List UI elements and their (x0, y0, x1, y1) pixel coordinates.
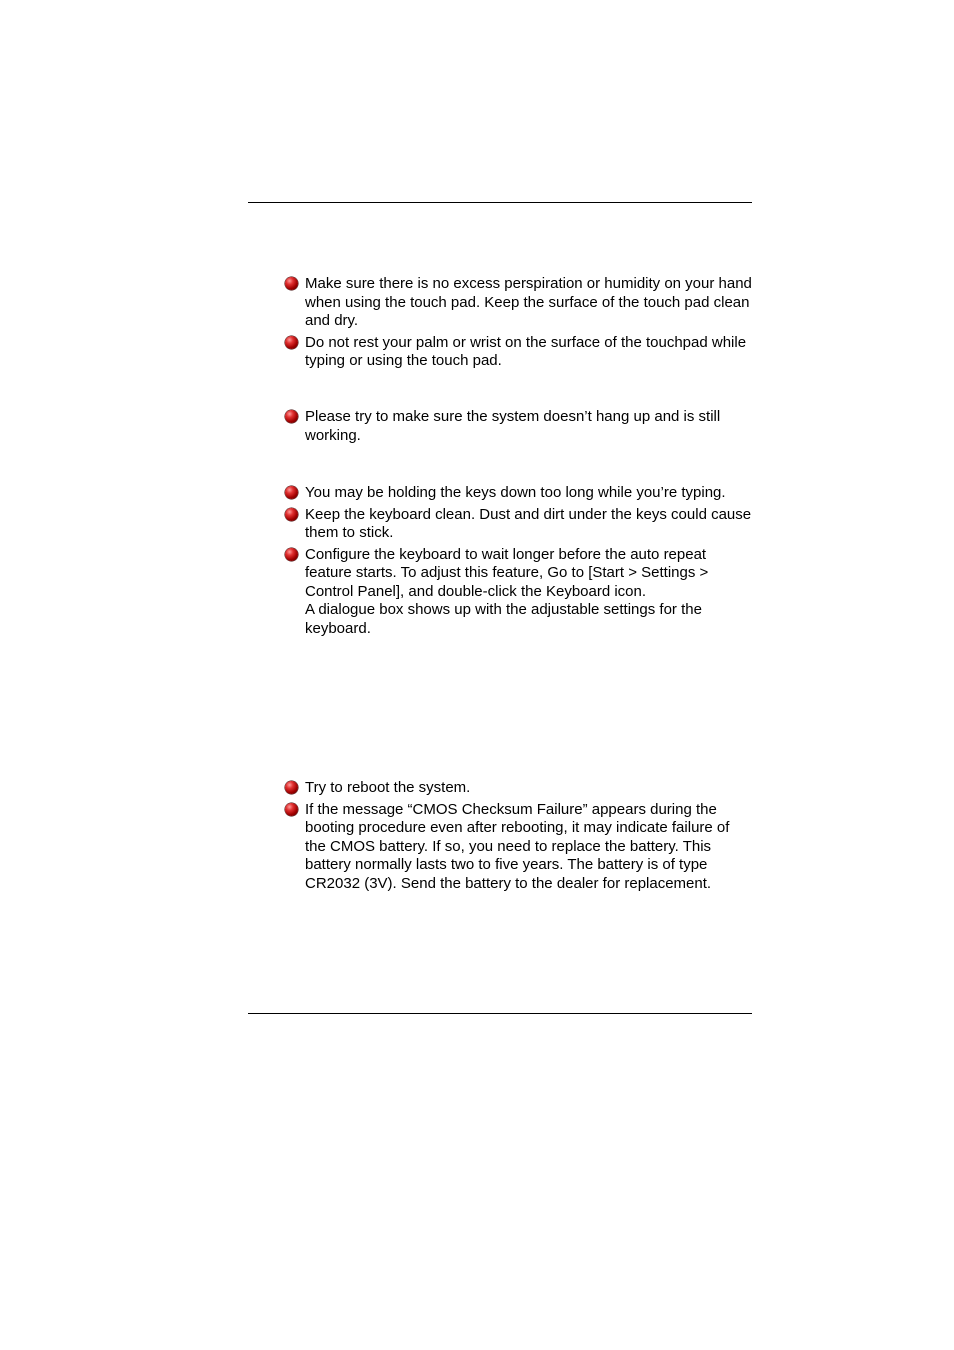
bullet-icon (285, 277, 298, 290)
list-item-text: Do not rest your palm or wrist on the surface of the touchpad while typing or using the touch pad. (305, 333, 747, 369)
list-item (284, 506, 754, 543)
list-item (284, 484, 754, 503)
bullet-icon (285, 486, 298, 499)
bullet-icon (285, 410, 298, 423)
list-item-note: A dialogue box shows up with the adjustable settings for the keyboard. (305, 601, 702, 637)
footer-rule (248, 1013, 752, 1014)
bullet-icon (285, 781, 298, 794)
bullet-icon (285, 336, 298, 349)
list-item-text: If the message “CMOS Checksum Failure” appears during the booting procedure even after rebooting, it may indicate failure of the CMOS battery. If so, you need to replace the battery. This battery normally lasts two to five years. The battery is of type CR2032 (3V). Send the battery to the dealer for replacement. (305, 800, 730, 892)
cmos-battery-list (284, 779, 754, 896)
list-item (284, 408, 754, 445)
list-item (284, 779, 754, 798)
bullet-icon (285, 508, 298, 521)
list-item (284, 275, 754, 331)
list-item (284, 546, 754, 639)
list-item-text: Make sure there is no excess perspiration or humidity on your hand when using the touch pad. Keep the surface of the touch pad clean and dry. (305, 275, 752, 329)
system-hang-list (284, 408, 754, 448)
bullet-icon (285, 548, 298, 561)
list-item (284, 801, 754, 894)
bullet-icon (285, 803, 298, 816)
list-item-text: Keep the keyboard clean. Dust and dirt under the keys could cause them to stick. (305, 505, 752, 541)
touchpad-tips-list (284, 275, 754, 374)
keyboard-repeat-list (284, 484, 754, 641)
header-rule (248, 202, 752, 203)
list-item-text: Please try to make sure the system doesn’t hang up and is still working. (305, 408, 721, 444)
list-item (284, 334, 754, 371)
list-item-text: Configure the keyboard to wait longer before the auto repeat feature starts. To adjust this feature, Go to [Start > Settings > Control Panel], and double-click the Keyboard icon. (305, 545, 709, 600)
list-item-text: You may be holding the keys down too long while you’re typing. (305, 484, 726, 501)
list-item-text: Try to reboot the system. (305, 779, 471, 796)
